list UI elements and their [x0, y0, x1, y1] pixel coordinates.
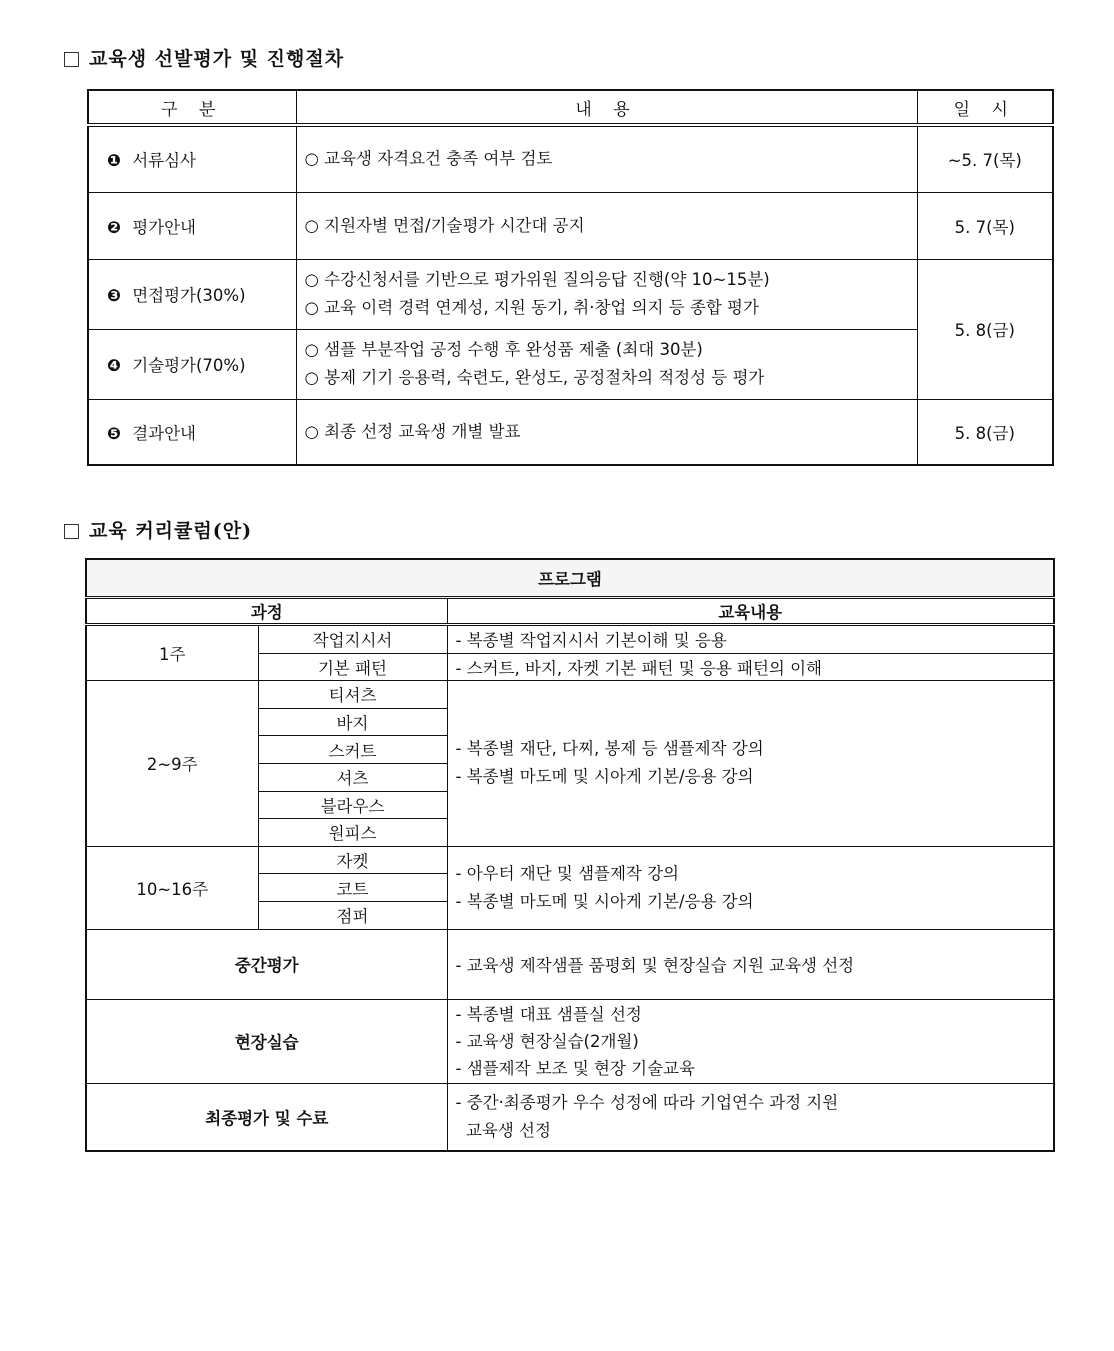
header-date: 일 시 [917, 90, 1053, 125]
program-header-row [86, 559, 1054, 598]
table-row [86, 625, 1054, 654]
midterm-label: 중간평가 [86, 929, 447, 999]
section-title-selection: 교육생 선발평가 및 진행절차 [64, 44, 344, 71]
sub-course: 자켓 [258, 846, 447, 874]
sub-course: 스커트 [258, 736, 447, 764]
table-row [88, 329, 1053, 399]
section-title-curriculum: 교육 커리큘럼(안) [64, 516, 252, 543]
stage-label: ❸ 면접평가(30%) [88, 259, 296, 329]
table-row [88, 125, 1053, 192]
program-header: 프로그램 [86, 559, 1054, 598]
course-content: - 복종별 재단, 다찌, 봉제 등 샘플제작 강의 - 복종별 마도메 및 시아게 기본/응용 강의 [447, 681, 1054, 847]
stage-content: ○ 지원자별 면접/기술평가 시간대 공지 [296, 192, 917, 259]
column-header-content: 교육내용 [447, 598, 1054, 625]
table-row [86, 681, 1054, 709]
sub-course: 원피스 [258, 819, 447, 847]
table-row [86, 846, 1054, 874]
stage-date: ~5. 7(목) [917, 125, 1053, 192]
table-row [86, 929, 1054, 999]
stage-content: ○ 수강신청서를 기반으로 평가위원 질의응답 진행(약 10~15분) ○ 교육 이력 경력 연계성, 지원 동기, 취·창업 의지 등 종합 평가 [296, 259, 917, 329]
stage-label: ❹ 기술평가(70%) [88, 329, 296, 399]
selection-procedure-table [87, 89, 1054, 466]
table-row [86, 999, 1054, 1083]
sub-course: 바지 [258, 708, 447, 736]
checkbox-icon [64, 52, 79, 67]
column-header-row [86, 598, 1054, 625]
checkbox-icon [64, 524, 79, 539]
table-row [86, 1083, 1054, 1151]
header-category: 구 분 [88, 90, 296, 125]
course-content: - 복종별 작업지시서 기본이해 및 응용 [447, 625, 1054, 654]
week-label: 2~9주 [86, 681, 258, 847]
sub-course: 블라우스 [258, 791, 447, 819]
sub-course: 기본 패턴 [258, 653, 447, 681]
final-content: - 중간·최종평가 우수 성정에 따라 기업연수 과정 지원 교육생 선정 [447, 1083, 1054, 1151]
course-content: - 아우터 재단 및 샘플제작 강의 - 복종별 마도메 및 시아게 기본/응용 강의 [447, 846, 1054, 929]
week-label: 10~16주 [86, 846, 258, 929]
sub-course: 작업지시서 [258, 625, 447, 654]
curriculum-table [85, 558, 1055, 1152]
fieldwork-content: - 복종별 대표 샘플실 선정 - 교육생 현장실습(2개월) - 샘플제작 보조 및 현장 기술교육 [447, 999, 1054, 1083]
stage-content: ○ 최종 선정 교육생 개별 발표 [296, 399, 917, 465]
stage-label: ❶ 서류심사 [88, 125, 296, 192]
header-content: 내 용 [296, 90, 917, 125]
table-header-row [88, 90, 1053, 125]
stage-content: ○ 교육생 자격요건 충족 여부 검토 [296, 125, 917, 192]
sub-course: 티셔츠 [258, 681, 447, 709]
midterm-content: - 교육생 제작샘플 품평회 및 현장실습 지원 교육생 선정 [447, 929, 1054, 999]
course-content: - 스커트, 바지, 자켓 기본 패턴 및 응용 패턴의 이해 [447, 653, 1054, 681]
table-row [88, 399, 1053, 465]
column-header-course: 과정 [86, 598, 447, 625]
sub-course: 코트 [258, 874, 447, 902]
stage-content: ○ 샘플 부분작업 공정 수행 후 완성품 제출 (최대 30분) ○ 봉제 기기 응용력, 숙련도, 완성도, 공정절차의 적정성 등 평가 [296, 329, 917, 399]
sub-course: 점퍼 [258, 901, 447, 929]
week-label: 1주 [86, 625, 258, 681]
final-label: 최종평가 및 수료 [86, 1083, 447, 1151]
stage-label: ❺ 결과안내 [88, 399, 296, 465]
sub-course: 셔츠 [258, 763, 447, 791]
stage-date: 5. 8(금) [917, 259, 1053, 399]
stage-date: 5. 7(목) [917, 192, 1053, 259]
stage-label: ❷ 평가안내 [88, 192, 296, 259]
fieldwork-label: 현장실습 [86, 999, 447, 1083]
table-row [88, 259, 1053, 329]
table-row [88, 192, 1053, 259]
stage-date: 5. 8(금) [954, 423, 1015, 443]
